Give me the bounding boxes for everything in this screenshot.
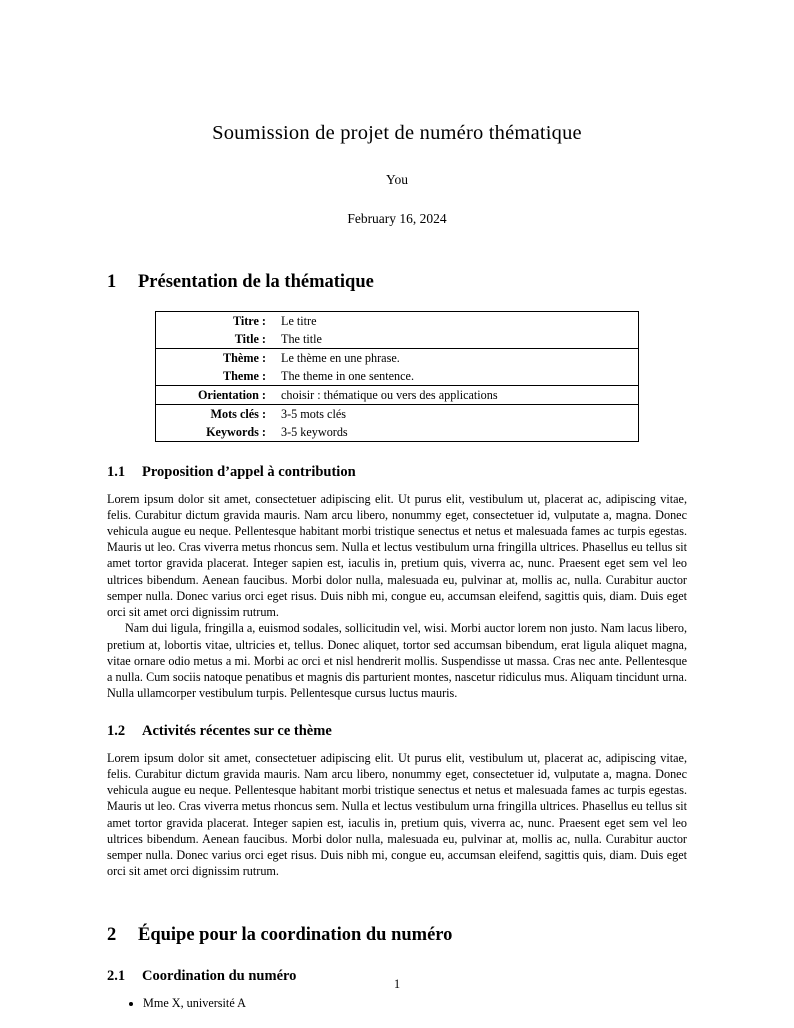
section-number-2: 2 [107, 924, 117, 945]
row-label-keywords: Keywords : [156, 423, 273, 442]
subsection-title-1-1: Proposition d’appel à contribution [142, 464, 356, 481]
section-heading-2 [107, 924, 687, 946]
table-row [156, 330, 639, 349]
subsection-heading-1-1 [107, 464, 687, 481]
row-value-keywords: 3-5 keywords [272, 423, 639, 442]
section-number-1: 1 [107, 272, 117, 292]
row-label-orientation: Orientation : [156, 386, 273, 405]
subsection-number-2-1: 2.1 [107, 967, 126, 984]
row-label-theme-fr: Thème : [156, 349, 273, 368]
subsection-number-1-1: 1.1 [107, 464, 126, 481]
document-author: You [386, 172, 408, 187]
table-row [156, 367, 639, 386]
page-title: Soumission de projet de numéro thématique [212, 122, 582, 144]
row-value-orientation: choisir : thématique ou vers des applications [272, 386, 639, 405]
paragraph: Lorem ipsum dolor sit amet, consectetuer adipiscing elit. Ut purus elit, vestibulum ut, placerat ac, adipiscing vitae, felis. Curabitur dictum gravida mauris. Nam arcu libero, nonummy eget, consectetuer id, vulputate a, magna. Donec vehicula augue eu neque. Pellentesque habitant morbi tristique senectus et netus et malesuada fames ac turpis egestas. Mauris ut leo. Cras viverra metus rhoncus sem. Nulla et lectus vestibulum urna fringilla ultrices. Phasellus eu tellus sit amet tortor gravida placerat. Integer sapien est, iaculis in, pretium quis, viverra ac, nunc. Praesent eget sem vel leo ultrices bibendum. Aenean faucibus. Morbi dolor nulla, malesuada eu, pulvinar at, mollis ac, nulla. Curabitur auctor semper nulla. Donec varius orci eget risus. Duis nibh mi, congue eu, accumsan eleifend, sagittis quis, diam. Duis eget orci sit amet orci dignissim rutrum. [107, 491, 687, 620]
table-row [156, 405, 639, 424]
row-label-titre: Titre : [156, 312, 273, 331]
paragraph: Lorem ipsum dolor sit amet, consectetuer adipiscing elit. Ut purus elit, vestibulum ut, placerat ac, adipiscing vitae, felis. Curabitur dictum gravida mauris. Nam arcu libero, nonummy eget, consectetuer id, vulputate a, magna. Donec vehicula augue eu neque. Pellentesque habitant morbi tristique senectus et netus et malesuada fames ac turpis egestas. Mauris ut leo. Cras viverra metus rhoncus sem. Nulla et lectus vestibulum urna fringilla ultrices. Phasellus eu tellus sit amet tortor gravida placerat. Integer sapien est, iaculis in, pretium quis, viverra ac, nunc. Praesent eget sem vel leo ultrices bibendum. Aenean faucibus. Morbi dolor nulla, malesuada eu, pulvinar at, mollis ac, nulla. Curabitur auctor semper nulla. Donec varius orci eget risus. Duis nibh mi, congue eu, accumsan eleifend, sagittis quis, diam. Duis eget orci sit amet orci dignissim rutrum. [107, 750, 687, 879]
paragraph: Nam dui ligula, fringilla a, euismod sodales, sollicitudin vel, wisi. Morbi auctor lorem non justo. Nam lacus libero, pretium at, lobortis vitae, ultricies et, tellus. Donec aliquet, tortor sed accumsan bibendum, erat ligula aliquet magna, vitae ornare odio metus a mi. Morbi ac orci et nisl hendrerit mollis. Suspendisse ut massa. Cras nec ante. Pellentesque a nulla. Cum sociis natoque penatibus et magnis dis parturient montes, nascetur ridiculus mus. Aliquam tincidunt urna. Nulla ullamcorper vestibulum turpis. Pellentesque cursus luctus mauris. [107, 621, 687, 701]
table-row [156, 349, 639, 368]
page-number: 1 [393, 977, 401, 991]
subsection-title-1-2: Activités récentes sur ce thème [142, 723, 332, 740]
section-title-1: Présentation de la thématique [138, 272, 374, 292]
table-row [156, 386, 639, 405]
thematic-info-table [155, 311, 639, 442]
list-item: • Mme X, université A [143, 995, 687, 1011]
subsection-heading-1-2 [107, 723, 687, 740]
coordination-list [107, 995, 687, 1011]
row-value-motscles: 3-5 mots clés [272, 405, 639, 424]
table-row [156, 312, 639, 331]
row-value-theme-fr: Le thème en une phrase. [272, 349, 639, 368]
document-body [107, 0, 687, 1012]
row-value-titre: Le titre [272, 312, 639, 331]
document-date: February 16, 2024 [347, 211, 447, 226]
row-label-title: Title : [156, 330, 273, 349]
row-value-title: The title [272, 330, 639, 349]
section-title-2: Équipe pour la coordination du numéro [138, 924, 453, 945]
row-label-motscles: Mots clés : [156, 405, 273, 424]
row-value-theme-en: The theme in one sentence. [272, 367, 639, 386]
row-label-theme-en: Theme : [156, 367, 273, 386]
subsection-title-2-1: Coordination du numéro [142, 967, 297, 984]
subsection-number-1-2: 1.2 [107, 723, 126, 740]
section-heading-1 [107, 271, 687, 293]
table-row [156, 423, 639, 442]
